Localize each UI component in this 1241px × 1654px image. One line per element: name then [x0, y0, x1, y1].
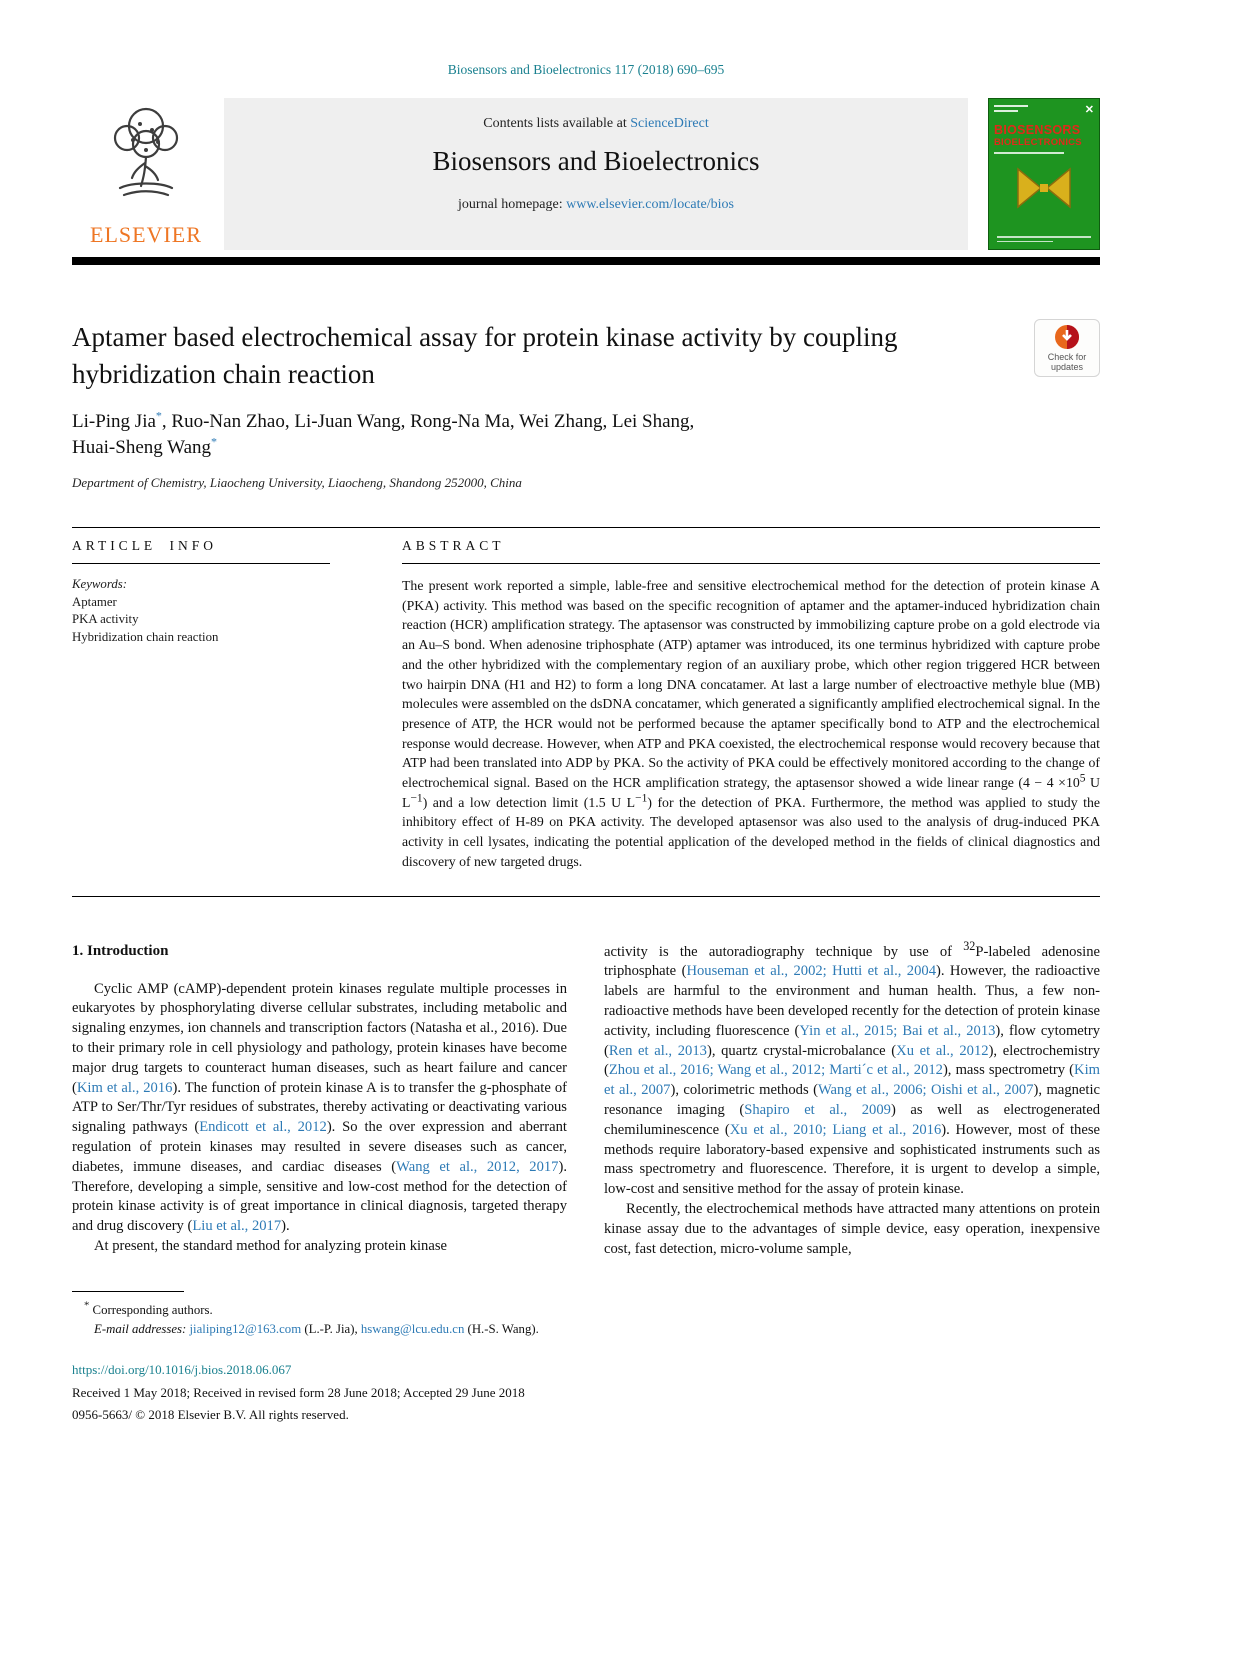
introduction-heading: 1. Introduction — [72, 942, 169, 959]
journal-cover[interactable] — [988, 98, 1100, 250]
contents-prefix: Contents lists available at — [483, 116, 631, 131]
text-run: ). Therefore, developing a simple, sensitive and low-cost method for the detection of protein kinase activity is of great importance in clinical diagnosis, targeted therapy and drug discovery ( — [72, 1158, 567, 1235]
text-run: U L — [402, 775, 1100, 810]
text-run: ) as well as electrogenerated chemiluminescence ( — [604, 1101, 1101, 1138]
text-run: (H.-S. Wang). — [464, 1322, 539, 1337]
citation-link[interactable]: Xu et al., 2010; Liang et al., 2016 — [729, 1121, 942, 1138]
text-run: Huai-Sheng Wang — [72, 437, 212, 458]
article-info-column — [72, 538, 330, 872]
text-run: ), electrochemistry ( — [604, 1042, 1100, 1079]
keyword-item: PKA activity — [72, 612, 139, 626]
check-for-updates-badge[interactable] — [1034, 319, 1100, 377]
journal-masthead — [72, 98, 1100, 250]
cover-bottom-decoration — [997, 233, 1091, 242]
text-run: ), flow cytometry ( — [604, 1022, 1100, 1059]
footnote-block — [72, 1291, 1100, 1339]
citation-link[interactable]: Wang et al., 2012, 2017 — [396, 1158, 559, 1175]
citation-link[interactable]: Zhou et al., 2016; Wang et al., 2012; Marti´c et al., 2012 — [608, 1062, 943, 1079]
author-list — [72, 409, 1100, 461]
paragraph — [604, 938, 1101, 1200]
paragraph: Recently, the electrochemical methods have attracted many attentions on protein kinase assay due to the advantages of simple device, easy operation, inexpensive cost, fast detection, micro-volume sample, — [604, 1200, 1100, 1257]
citation-link[interactable]: Liu et al., 2017 — [192, 1218, 282, 1235]
publication-meta-block — [72, 1361, 1100, 1425]
text-run: ). So the over expression and aberrant regulation of protein kinases may resulted in severe diseases such as cancer, diabetes, immune diseases, and cardiac diseases ( — [72, 1119, 567, 1175]
cover-sub-decoration — [994, 152, 1064, 154]
abstract-text — [402, 576, 1100, 872]
citation-link[interactable]: Xu et al., 2012 — [896, 1042, 989, 1059]
text-run: The present work reported a simple, lable-free and sensitive electrochemical method for the detection of protein kinase A (PKA) activity. This method was based on the specific recognition of aptamer and the aptamer-induced hybridization chain reaction (HCR) amplification strategy. The aptasensor was constructed by immobilizing capture probe on a gold electrode via an Au–S bond. When adenosine triphosphate (ATP) aptamer was introduced, its one terminus hybridized with capture probe and the other hybridized with the complementary region of an auxiliary probe, which other region triggered HCR between two hairpin DNA (H1 and H2) to form a long DNA concatamer. At last a large number of electroactive methyle blue (MB) molecules were assembled on the dsDNA concatamer, which generated a significantly amplified electrochemical signal. In the presence of ATP, the HCR would not be performed because the aptamer specifically bond to ATP and the electrochemical response would decrease. However, when ATP and PKA coexisted, the electrochemical response would recovery because that ATP had been translated into ADP by PKA. So the activity of PKA could be effectively monitored according to the change of electrochemical signal. Based on the HCR amplification strategy, the aptasensor showed a wide linear range (4 − 4 ×10 — [402, 578, 1100, 791]
email-link[interactable]: hswang@lcu.edu.cn — [360, 1322, 465, 1337]
elsevier-wordmark: ELSEVIER — [90, 222, 202, 247]
text-run: Li-Ping Jia — [72, 411, 156, 432]
email-addresses-note — [72, 1320, 1100, 1339]
body-column-left — [72, 943, 567, 1260]
journal-citation[interactable]: Biosensors and Bioelectronics 117 (2018) 690–695 — [447, 62, 725, 77]
text-run: ) and a low detection limit (1.5 U L — [422, 794, 636, 810]
citation-link[interactable]: Shapiro et al., 2009 — [744, 1101, 891, 1118]
citation-link[interactable]: Ren et al., 2013 — [608, 1042, 707, 1059]
text-run: ). — [281, 1218, 290, 1235]
citation-link[interactable]: Endicott et al., 2012 — [199, 1119, 327, 1136]
journal-title: Biosensors and Bioelectronics — [432, 146, 760, 176]
corresponding-authors-note — [72, 1301, 1100, 1320]
text-run: P-labeled adenosine triphosphate ( — [604, 943, 1100, 980]
keyword-item: Aptamer — [72, 594, 117, 609]
keywords-label: Keywords: — [72, 577, 127, 591]
superscript: −1 — [635, 792, 648, 805]
affiliation: Department of Chemistry, Liaocheng University, Liaocheng, Shandong 252000, China — [72, 475, 522, 490]
doi-link[interactable]: https://doi.org/10.1016/j.bios.2018.06.067 — [72, 1362, 292, 1378]
corresponding-author-marker[interactable]: * — [155, 408, 162, 423]
citation-link[interactable]: Houseman et al., 2002; Hutti et al., 2004 — [686, 963, 936, 980]
text-run: , Ruo-Nan Zhao, Li-Juan Wang, Rong-Na Ma, Wei Zhang, Lei Shang, — [161, 411, 695, 432]
elsevier-tree-icon — [100, 100, 192, 202]
article-info-abstract-section — [72, 527, 1100, 897]
text-run: ). However, most of these methods require laboratory-based expensive and sophisticated instruments such as mass spectrometry and fluorescence. Therefore, it is urgent to develop a simple, low-cost and sensitive method for the assay of protein kinase. — [604, 1121, 1100, 1198]
superscript: −1 — [410, 792, 423, 805]
elsevier-logo[interactable] — [72, 98, 220, 250]
footnote-rule — [72, 1291, 184, 1292]
body-column-right — [604, 938, 1101, 1260]
text-run: ). The function of protein kinase A is to transfer the g-phosphate of ATP to Ser/Thr/Tyr residues of substrates, thereby activating or deactivating various signaling pathways ( — [72, 1079, 567, 1136]
cover-top-decoration — [994, 105, 1094, 115]
text-run: ). However, the radioactive labels are harmful to the environment and human health. Thus, a few non-radioactive methods have been developed recently for the detection of protein kinase activity, including fluorescence ( — [604, 963, 1100, 1039]
crossmark-icon — [1054, 324, 1080, 350]
cover-title-line1: BIOSENSORS — [994, 123, 1081, 137]
article-body — [72, 938, 1101, 1260]
cover-x-mark: ✕ — [1084, 104, 1094, 116]
superscript: 32 — [963, 938, 976, 953]
text-run: E-mail addresses: — [94, 1322, 190, 1337]
sciencedirect-link[interactable]: ScienceDirect — [630, 116, 709, 131]
abstract-heading: ABSTRACT — [402, 538, 1100, 564]
text-run: ), magnetic resonance imaging ( — [604, 1082, 1100, 1118]
text-run: Corresponding authors. — [89, 1303, 213, 1318]
journal-homepage-link[interactable]: www.elsevier.com/locate/bios — [566, 197, 734, 212]
homepage-line — [224, 197, 968, 213]
text-run: ), colorimetric methods ( — [670, 1082, 818, 1099]
text-run: ), mass spectrometry ( — [942, 1062, 1075, 1079]
text-run: ) for the detection of PKA. Furthermore, the method was applied to study the inhibitory effect of H-89 on PKA activity. The developed aptasensor was also used to the analysis of drug-induced PKA activity in cell lysates, indicating the potential application of the developed method in the fields of clinical diagnostics and discovery of new targeted drugs. — [402, 794, 1100, 869]
email-link[interactable]: jialiping12@163.com — [189, 1322, 302, 1337]
check-for-updates-label: Check for updates — [1047, 352, 1087, 372]
cover-butterfly-graphic — [994, 166, 1094, 210]
text-run: ), quartz crystal-microbalance ( — [706, 1042, 897, 1059]
cover-title-line2: BIOELECTRONICS — [994, 137, 1082, 148]
journal-info-panel — [224, 98, 968, 250]
citation-link[interactable]: Kim et al., 2007 — [604, 1062, 1100, 1099]
text-run: Cyclic AMP (cAMP)-dependent protein kinases regulate multiple processes in eukaryotes by phosphorylating diverse cellular substrates, including metabolic and signaling enzymes, ion channels and transcription factors (Natasha et al., 2016). Due to their primary role in cell physiology and pathology, protein kinases have become major drug targets to counteract human diseases, such as heart failure and cancer ( — [72, 980, 567, 1096]
keyword-item: Hybridization chain reaction — [72, 629, 219, 644]
paragraph: At present, the standard method for analyzing protein kinase — [94, 1237, 447, 1254]
article-title: Aptamer based electrochemical assay for protein kinase activity by coupling hybridization chain reaction — [72, 322, 898, 389]
copyright-line: 0956-5663/ © 2018 Elsevier B.V. All rights reserved. — [72, 1407, 349, 1423]
contents-line — [224, 116, 968, 132]
citation-link[interactable]: Kim et al., 2016 — [76, 1079, 173, 1096]
superscript: * — [84, 1301, 90, 1313]
citation-link[interactable]: Yin et al., 2015; Bai et al., 2013 — [799, 1022, 996, 1039]
paragraph — [72, 980, 567, 1237]
citation-link[interactable]: Wang et al., 2006; Oishi et al., 2007 — [817, 1082, 1034, 1099]
received-dates: Received 1 May 2018; Received in revised form 28 June 2018; Accepted 29 June 2018 — [72, 1384, 525, 1400]
text-run: activity is the autoradiography technique by use of — [604, 943, 964, 960]
superscript: 5 — [1079, 772, 1086, 785]
article-info-heading: ARTICLE INFO — [72, 538, 330, 564]
header-divider-bar — [72, 257, 1100, 265]
text-run: (L.-P. Jia), — [301, 1322, 361, 1337]
corresponding-author-marker[interactable]: * — [211, 434, 218, 449]
homepage-prefix: journal homepage: — [458, 197, 567, 212]
keywords-block — [72, 576, 330, 646]
abstract-column — [402, 538, 1100, 872]
